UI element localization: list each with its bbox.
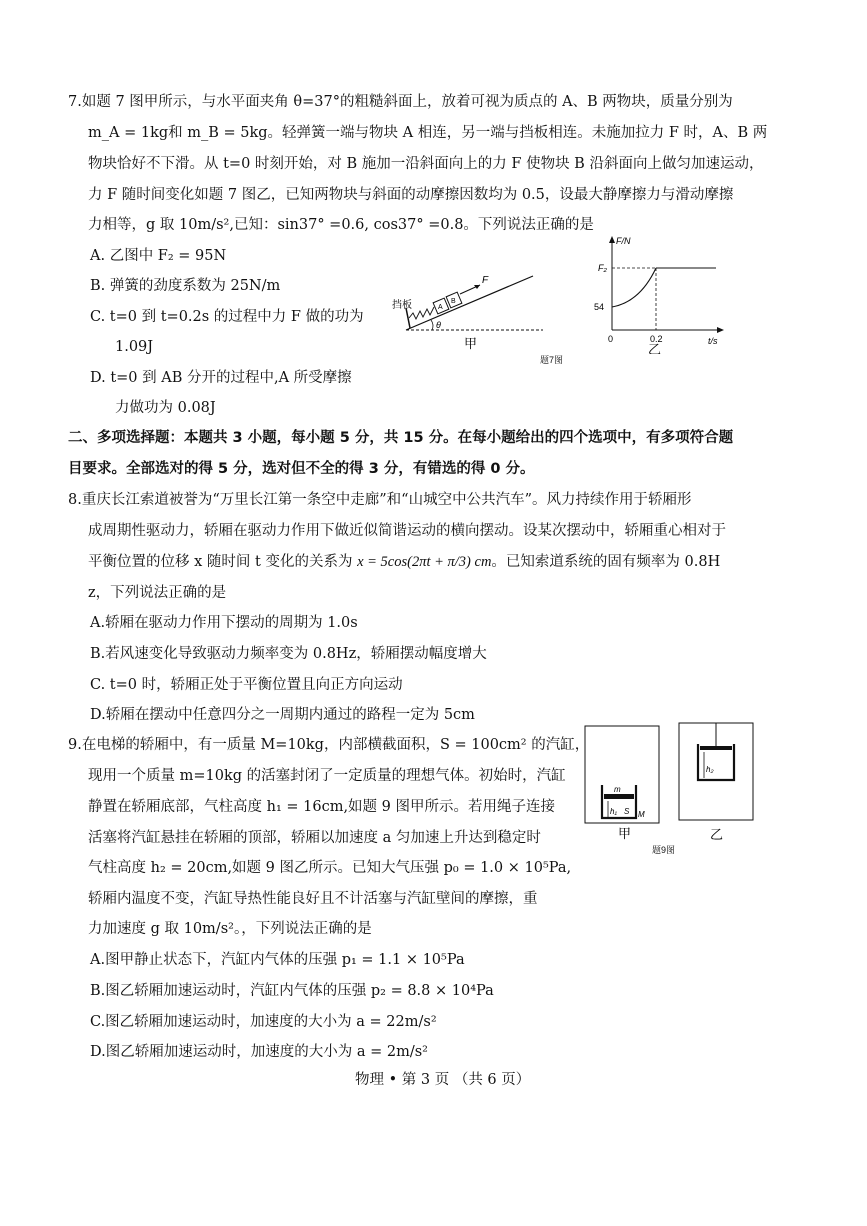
q7-force-label: F — [482, 275, 489, 286]
q8-line-3-text: 平衡位置的位移 x 随时间 t 变化的关系为 — [88, 554, 353, 570]
q7-option-c: C. t=0 到 t=0.2s 的过程中力 F 做的功为 — [90, 309, 364, 325]
q7-option-a: A. 乙图中 F₂ = 95N — [90, 248, 227, 264]
q9-jia-m-label: m — [614, 785, 621, 794]
q7-option-d-cont: 力做功为 0.08J — [115, 400, 216, 416]
q8-option-d: D.轿厢在摆动中任意四分之一周期内通过的路程一定为 5cm — [90, 707, 475, 723]
q8-line-1: 8.重庆长江索道被誉为“万里长江第一条空中走廊”和“山城空中公共汽车”。风力持续作用于轿厢形 — [68, 492, 692, 508]
q7-board-label: 挡板 — [392, 300, 412, 311]
q8-formula: x = 5cos(2πt + π/3) cm — [357, 554, 492, 570]
q7-line-1: 7.如题 7 图甲所示，与水平面夹角 θ=37°的粗糙斜面上，放着可视为质点的 A、B 两物块，质量分别为 — [68, 94, 733, 110]
q9-line-4: 活塞将汽缸悬挂在轿厢的顶部，轿厢以加速度 a 匀加速上升达到稳定时 — [88, 830, 541, 846]
q9-line-6: 轿厢内温度不变，汽缸导热性能良好且不计活塞与汽缸壁间的摩擦，重 — [88, 891, 538, 907]
q9-line-1: 9.在电梯的轿厢中，有一质量 M=10kg，内部横截面积，S = 100cm² 的汽缸， — [68, 737, 590, 753]
q7-f2-tick: F₂ — [598, 263, 607, 273]
q8-option-c: C. t=0 时，轿厢正处于平衡位置且向正方向运动 — [90, 677, 403, 693]
q7-block-b-label: B — [451, 298, 456, 305]
q9-jia-s-label: S — [624, 807, 630, 816]
section2-line-2: 目要求。全部选对的得 5 分，选对但不全的得 3 分，有错选的得 0 分。 — [68, 461, 535, 477]
q9-figure-jia — [584, 725, 660, 843]
q7-figure-yi — [588, 232, 728, 354]
q9-line-3: 静置在轿厢底部，气柱高度 h₁ = 16cm,如题 9 图甲所示。若用绳子连接 — [88, 799, 555, 815]
q8-option-b: B.若风速变化导致驱动力频率变为 0.8Hz，轿厢摆动幅度增大 — [90, 646, 487, 662]
q7-line-5: 力相等，g 取 10m/s²,已知：sin37° =0.6, cos37° =0.8。下列说法正确的是 — [88, 217, 594, 233]
q9-caption-jia: 甲 — [618, 826, 632, 841]
q9-line-7: 力加速度 g 取 10m/s²。，下列说法正确的是 — [88, 921, 372, 937]
q7-line-3: 物块恰好不下滑。从 t=0 时刻开始，对 B 施加一沿斜面向上的力 F 使物块 B 沿斜面向上做匀加速运动， — [88, 156, 764, 172]
q9-line-2: 现用一个质量 m=10kg 的活塞封闭了一定质量的理想气体。初始时，汽缸 — [88, 768, 566, 784]
q7-figure-jia — [388, 268, 548, 352]
q7-line-4: 力 F 随时间变化如题 7 图乙，已知两物块与斜面的动摩擦因数均为 0.5，设最大静摩擦力与滑动摩擦 — [88, 187, 734, 203]
q9-yi-h2-label: h₂ — [706, 765, 714, 774]
q9-jia-h1-label: h₁ — [610, 807, 617, 816]
q7-caption-jia: 甲 — [464, 336, 478, 351]
q8-option-a: A.轿厢在驱动力作用下摆动的周期为 1.0s — [90, 615, 358, 631]
q9-figure-yi — [678, 722, 754, 842]
q9-option-a: A.图甲静止状态下，汽缸内气体的压强 p₁ = 1.1 × 10⁵Pa — [90, 952, 465, 968]
q9-option-d: D.图乙轿厢加速运动时，加速度的大小为 a = 2m/s² — [90, 1044, 428, 1060]
q7-caption-yi: 乙 — [648, 342, 662, 354]
q7-angle-label: θ — [436, 320, 441, 330]
q7-option-c-cont: 1.09J — [115, 339, 154, 355]
q7-x-tick: 0.2 — [650, 334, 663, 344]
q7-figure-caption: 题7图 — [540, 355, 564, 365]
q7-block-a-label: A — [438, 304, 443, 311]
q9-jia-M-label: M — [638, 810, 645, 819]
q8-line-3 — [88, 549, 720, 575]
q7-option-d: D. t=0 到 AB 分开的过程中,A 所受摩擦 — [90, 370, 352, 386]
q9-figure-caption: 题9图 — [652, 845, 676, 855]
q7-option-b: B. 弹簧的劲度系数为 25N/m — [90, 278, 281, 294]
q7-origin: 0 — [608, 334, 614, 344]
q7-y-axis-label: F/N — [616, 236, 631, 246]
q7-y-tick: 54 — [594, 302, 605, 312]
section2-line-1: 二、多项选择题：本题共 3 小题，每小题 5 分，共 15 分。在每小题给出的四个选项中，有多项符合题 — [68, 430, 734, 446]
page-footer: 物理 • 第 3 页 （共 6 页） — [355, 1072, 531, 1088]
q8-line-3-tail: 。已知索道系统的固有频率为 0.8H — [491, 554, 721, 570]
q9-line-5: 气柱高度 h₂ = 20cm,如题 9 图乙所示。已知大气压强 p₀ = 1.0 × 10⁵Pa, — [88, 860, 572, 876]
q7-x-axis-label: t/s — [708, 336, 718, 346]
q8-line-2: 成周期性驱动力，轿厢在驱动力作用下做近似简谐运动的横向摆动。设某次摆动中，轿厢重心相对于 — [88, 523, 726, 539]
q9-option-c: C.图乙轿厢加速运动时，加速度的大小为 a = 22m/s² — [90, 1014, 437, 1030]
q8-line-4: z，下列说法正确的是 — [88, 585, 227, 601]
q7-line-2: m_A = 1kg和 m_B = 5kg。轻弹簧一端与物块 A 相连，另一端与挡板相连。未施加拉力 F 时，A、B 两 — [88, 125, 768, 141]
q9-option-b: B.图乙轿厢加速运动时，汽缸内气体的压强 p₂ = 8.8 × 10⁴Pa — [90, 983, 494, 999]
q9-caption-yi: 乙 — [710, 827, 724, 842]
